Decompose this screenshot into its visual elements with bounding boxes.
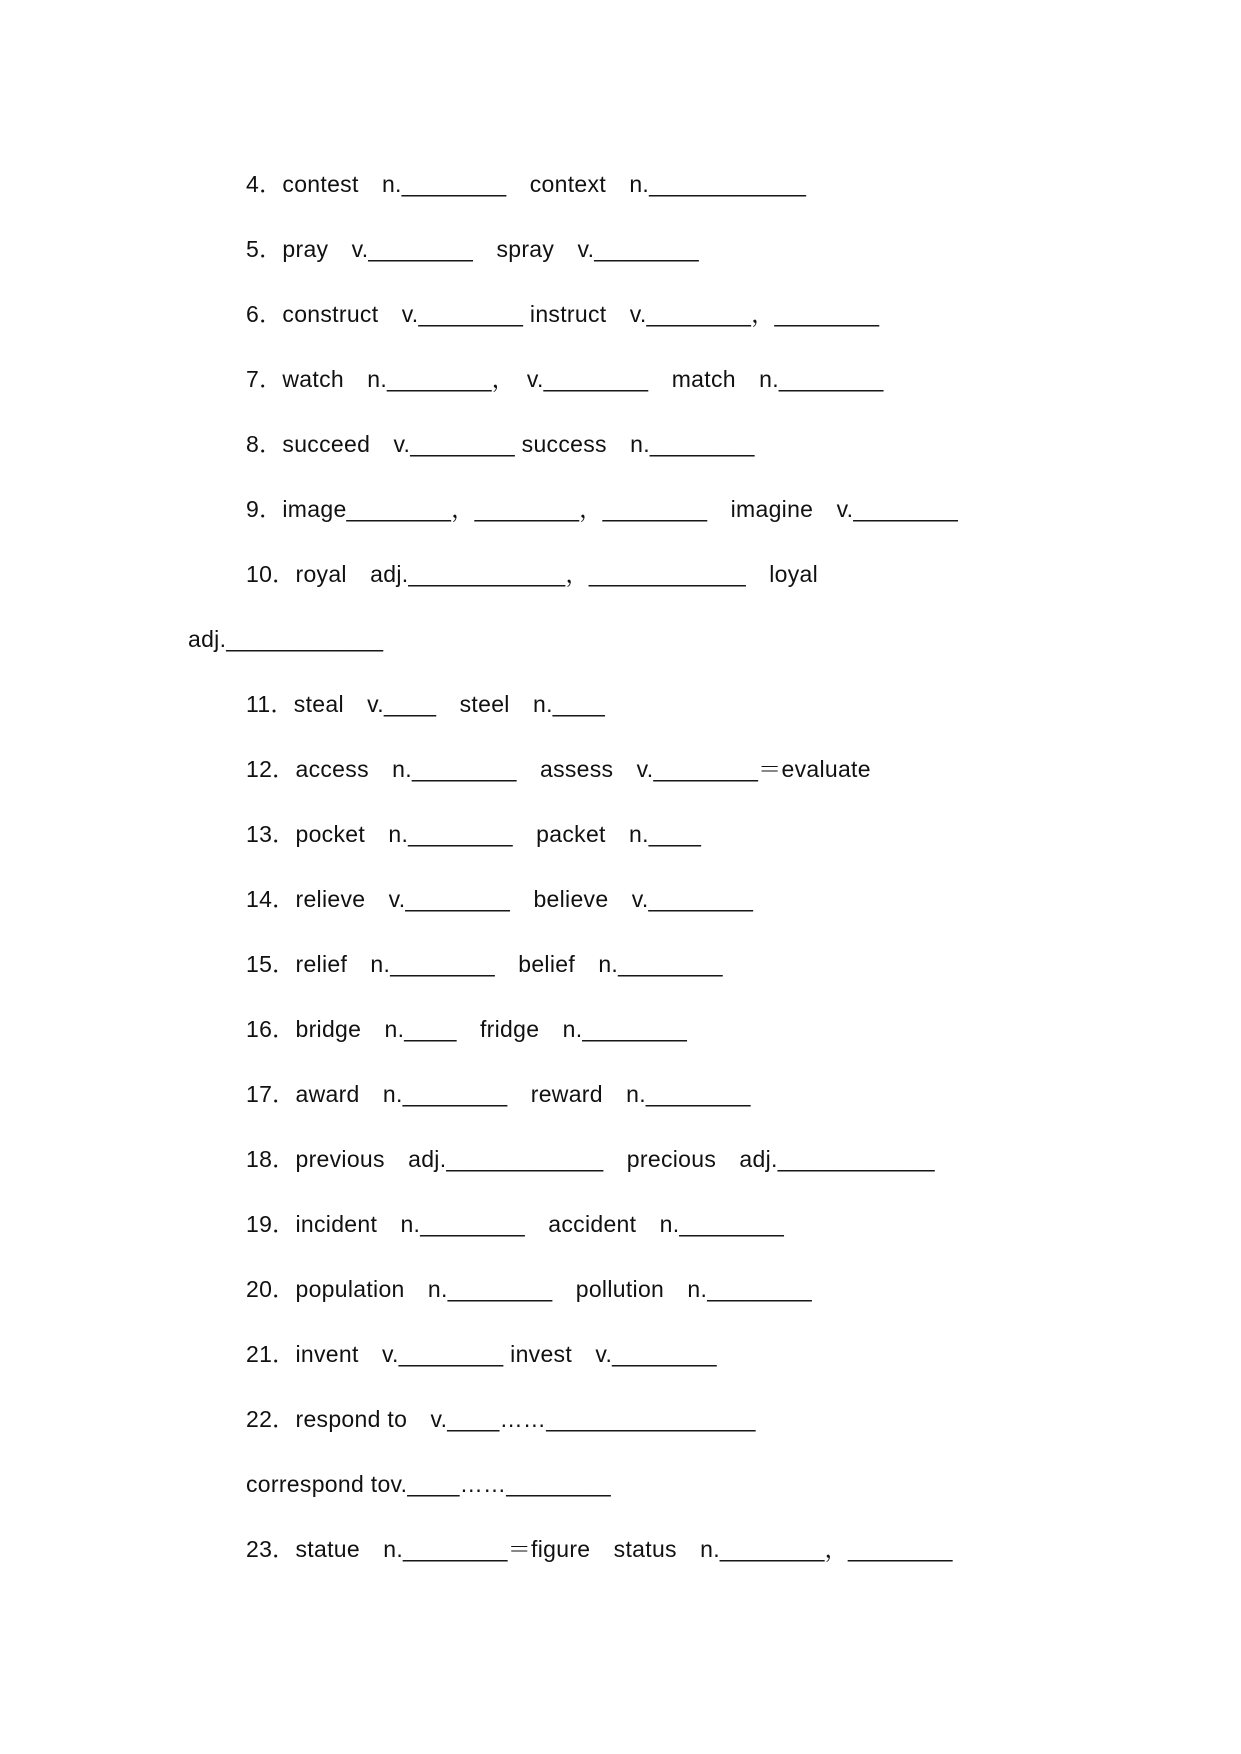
item-9: 9．image________，________，________ imagine v.________ — [246, 496, 959, 522]
item-6: 6．construct v.________ instruct v.________，________ — [246, 301, 880, 327]
item-14: 14．relieve v.________ believe v.________ — [246, 886, 754, 912]
item-10: 10．royal adj.____________，____________ loyal — [246, 561, 819, 587]
item-5: 5．pray v.________ spray v.________ — [246, 236, 700, 262]
item-22: 22．respond to v.____……________________ — [246, 1406, 756, 1432]
item-11: 11．steal v.____ steel n.____ — [246, 691, 606, 717]
item-10-continued: adj.____________ — [188, 626, 384, 652]
item-18: 18．previous adj.____________ precious adj.____________ — [246, 1146, 935, 1172]
item-23: 23．statue n.________＝figure status n.________，________ — [246, 1536, 953, 1562]
item-8: 8．succeed v.________ success n.________ — [246, 431, 755, 457]
item-12: 12．access n.________ assess v.________＝evaluate — [246, 756, 871, 782]
item-22-continued: correspond tov.____……________ — [246, 1471, 612, 1497]
item-16: 16．bridge n.____ fridge n.________ — [246, 1016, 688, 1042]
item-20: 20．population n.________ pollution n.________ — [246, 1276, 812, 1302]
item-4: 4．contest n.________ context n.____________ — [246, 171, 807, 197]
item-21: 21．invent v.________ invest v.________ — [246, 1341, 717, 1367]
item-13: 13．pocket n.________ packet n.____ — [246, 821, 702, 847]
item-7: 7．watch n.________， v.________ match n.________ — [246, 366, 884, 392]
item-19: 19．incident n.________ accident n.________ — [246, 1211, 785, 1237]
item-17: 17．award n.________ reward n.________ — [246, 1081, 751, 1107]
item-15: 15．relief n.________ belief n.________ — [246, 951, 723, 977]
